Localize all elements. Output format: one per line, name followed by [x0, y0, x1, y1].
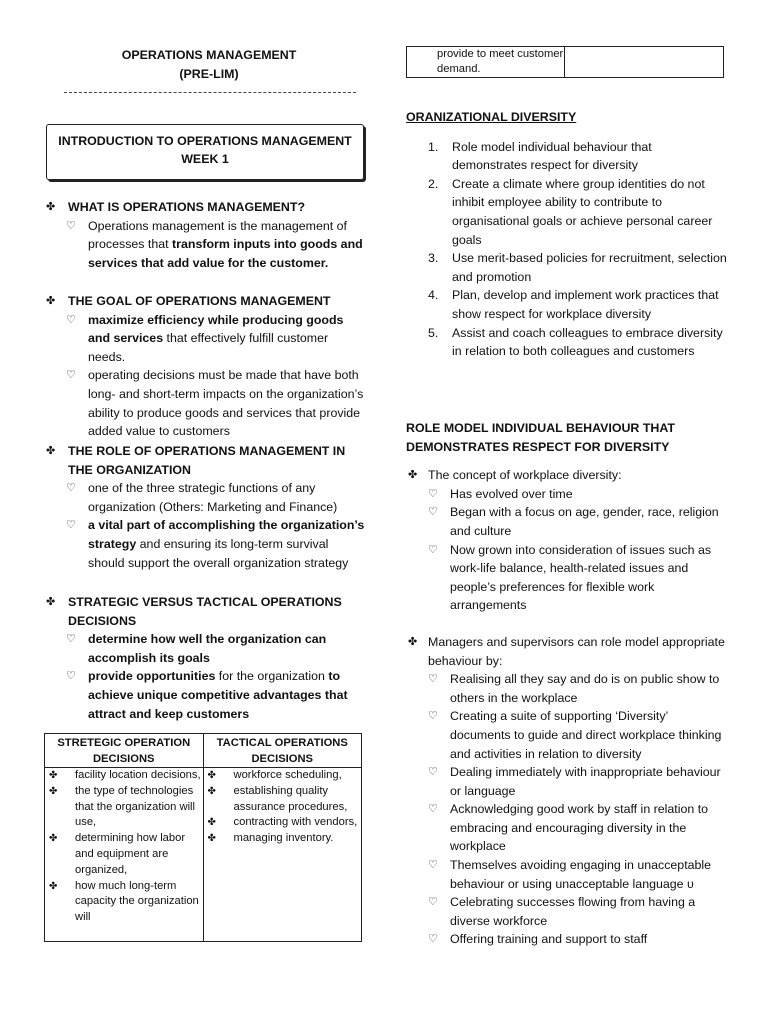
paw-icon: ✤	[49, 880, 58, 892]
concept-heading: The concept of workplace diversity:	[428, 468, 622, 483]
continued-table-fragment	[406, 46, 724, 78]
paw-icon: ✤	[46, 596, 56, 608]
list-item	[406, 930, 728, 949]
item-text-bold: maximize efficiency while producing goods and services	[88, 312, 344, 346]
item-text-bold: to achieve unique competitive advantages that attract and keep customers	[88, 669, 348, 721]
item-text: for the organization	[215, 669, 329, 684]
section-heading: THE ROLE OF OPERATIONS MANAGEMENT IN THE ORGANIZATION	[68, 444, 346, 477]
heart-icon: ♡	[66, 519, 76, 532]
item-text: Began with a focus on age, gender, race, religion and culture	[450, 505, 719, 538]
paw-icon: ✤	[207, 817, 216, 829]
item-text: Use merit-based policies for recruitment, selection and promotion	[452, 251, 727, 284]
table-item-text: workforce scheduling,	[233, 769, 342, 781]
paw-icon: ✤	[207, 833, 216, 845]
fragment-cell: provide to meet customer demand.	[407, 47, 565, 77]
decisions-table	[44, 733, 362, 942]
list-item	[406, 763, 728, 800]
section-role-of-om	[44, 442, 366, 572]
paw-icon: ✤	[46, 201, 56, 213]
numbered-item: 4. Plan, develop and implement work practices that show respect for workplace diversity	[406, 286, 728, 323]
section-heading: WHAT IS OPERATIONS MANAGEMENT?	[68, 200, 306, 214]
list-item	[406, 707, 728, 763]
heart-icon: ♡	[428, 673, 438, 686]
list-item	[406, 670, 728, 707]
dashed-divider	[64, 92, 356, 93]
item-text: Has evolved over time	[450, 486, 573, 501]
item-text-bold: provide opportunities	[88, 669, 216, 684]
heart-icon: ♡	[66, 313, 76, 326]
item-text: and ensuring its long-term survival should support the overall organization strategy	[88, 536, 349, 570]
list-item	[406, 893, 728, 930]
item-text: operating decisions must be made that have both long- and short-term impacts on the organization’s ability to produce goods and services that provide added value to customers	[88, 368, 364, 439]
heart-icon: ♡	[428, 803, 438, 816]
table-item-text: establishing quality assurance procedures,	[233, 784, 348, 813]
intro-line-2: WEEK 1	[181, 152, 229, 166]
numbered-item: 1. Role model individual behaviour that demonstrates respect for diversity	[406, 138, 728, 175]
list-item	[44, 366, 366, 440]
table-item-text: contracting with vendors,	[233, 816, 358, 829]
item-text: Acknowledging good work by staff in relation to embracing and encouraging diversity in the workplace	[450, 802, 709, 854]
section-heading: THE GOAL OF OPERATIONS MANAGEMENT	[68, 294, 331, 308]
section-what-is-om	[44, 198, 366, 272]
heart-icon: ♡	[66, 670, 76, 683]
numbered-item: 3. Use merit-based policies for recruitment, selection and promotion	[406, 249, 728, 286]
numbered-item: 5. Assist and coach colleagues to embrace diversity in relation to both colleagues and customers	[406, 324, 728, 361]
item-text: Operations management is the management of processes that	[88, 218, 347, 252]
item-text-bold: determine how well the organization can accomplish its goals	[88, 632, 327, 665]
column-header: TACTICAL OPERATIONS DECISIONS	[204, 734, 362, 768]
heart-icon: ♡	[66, 369, 76, 382]
item-text-bold: transform inputs into goods and services that add value for the customer.	[88, 237, 363, 270]
document-title	[64, 46, 354, 84]
heart-icon: ♡	[428, 506, 438, 519]
list-item	[406, 541, 728, 615]
section-heading: ROLE MODEL INDIVIDUAL BEHAVIOUR THAT DEMONSTRATES RESPECT FOR DIVERSITY	[406, 421, 675, 454]
heart-icon: ♡	[428, 710, 438, 723]
section-strategic-vs-tactical	[44, 593, 366, 723]
section-heading: ORANIZATIONAL DIVERSITY	[406, 110, 577, 124]
item-text: Dealing immediately with inappropriate behaviour or language	[450, 765, 721, 798]
section-goal-of-om	[44, 292, 366, 441]
intro-line-1: INTRODUCTION TO OPERATIONS MANAGEMENT	[58, 134, 352, 148]
heart-icon: ♡	[428, 543, 438, 556]
item-text: Themselves avoiding engaging in unacceptable behaviour or using unacceptable language υ	[450, 858, 712, 891]
item-text: Plan, develop and implement work practices that show respect for workplace diversity	[452, 288, 719, 321]
item-text: Role model individual behaviour that demonstrates respect for diversity	[452, 139, 652, 173]
item-text-bold: a vital part of accomplishing the organization’s strategy	[88, 518, 365, 551]
section-heading: STRATEGIC VERSUS TACTICAL OPERATIONS DECISIONS	[68, 595, 342, 628]
column-header: STRETEGIC OPERATION DECISIONS	[45, 734, 203, 768]
table-item-text: determining how labor and equipment are organized,	[75, 832, 186, 876]
item-text: Assist and coach colleagues to embrace diversity in relation to both colleagues and customers	[452, 325, 723, 359]
paw-icon: ✤	[46, 445, 56, 457]
title-line-1: OPERATIONS MANAGEMENT	[121, 48, 297, 62]
fragment-cell-empty	[565, 47, 723, 77]
item-text: Now grown into consideration of issues such as work-life balance, health-related issues and people’s preferences for flexible work arrangements	[450, 542, 712, 613]
title-line-2: (PRE-LIM)	[179, 67, 239, 81]
table-item	[204, 831, 362, 847]
tactical-column	[204, 734, 362, 941]
list-item	[44, 217, 366, 273]
heart-icon: ♡	[428, 859, 438, 872]
table-item	[45, 831, 203, 878]
heart-icon: ♡	[66, 482, 76, 495]
heart-icon: ♡	[428, 933, 438, 946]
list-item	[44, 516, 366, 572]
numbered-item: 2. Create a climate where group identities do not inhibit employee ability to contribute to organisational goals or achieve personal career goals	[406, 175, 728, 249]
section-role-model	[406, 419, 728, 949]
table-item-text: facility location decisions,	[75, 769, 201, 781]
table-item	[204, 815, 362, 831]
list-item	[44, 311, 366, 367]
table-item	[45, 768, 203, 784]
table-item-text: managing inventory.	[233, 832, 334, 845]
item-text: Offering training and support to staff	[450, 932, 648, 947]
managers-heading: Managers and supervisors can role model appropriate behaviour by:	[428, 634, 725, 668]
paw-icon: ✤	[207, 785, 216, 797]
item-text: that effectively fulfill customer needs.	[88, 331, 329, 364]
list-item	[406, 856, 728, 893]
paw-icon: ✤	[408, 469, 418, 482]
table-item	[45, 784, 203, 831]
item-text: Realising all they say and do is on public show to others in the workplace	[450, 672, 720, 705]
heart-icon: ♡	[66, 219, 76, 232]
paw-icon: ✤	[408, 635, 418, 648]
list-item	[44, 667, 366, 723]
table-item	[204, 768, 362, 784]
list-item	[44, 479, 366, 516]
paw-icon: ✤	[49, 770, 58, 781]
paw-icon: ✤	[46, 295, 56, 307]
heart-icon: ♡	[428, 766, 438, 779]
item-text: Create a climate where group identities do not inhibit employee ability to contribute to organisational goals or achieve personal career goals	[452, 176, 713, 247]
heart-icon: ♡	[428, 487, 438, 500]
list-item	[406, 800, 728, 856]
strategic-column	[45, 734, 204, 941]
intro-box	[46, 124, 364, 180]
heart-icon: ♡	[428, 896, 438, 909]
table-item-text: the type of technologies that the organization will use,	[75, 784, 196, 829]
paw-icon: ✤	[49, 785, 58, 797]
section-organizational-diversity	[406, 108, 728, 361]
table-item-text: how much long-term capacity the organization will	[75, 879, 199, 924]
paw-icon: ✤	[49, 833, 58, 845]
list-item	[406, 485, 728, 504]
item-text: one of the three strategic functions of any organization (Others: Marketing and Finance)	[88, 481, 338, 514]
table-item	[45, 879, 203, 926]
item-text: Celebrating successes flowing from having a diverse workforce	[450, 895, 696, 928]
paw-icon: ✤	[207, 770, 216, 781]
item-text: Creating a suite of supporting ‘Diversity’ documents to guide and direct workplace thinking and activities in relation to diversity	[450, 709, 722, 761]
heart-icon: ♡	[66, 633, 76, 646]
list-item	[44, 630, 366, 667]
table-item	[204, 784, 362, 816]
list-item	[406, 503, 728, 540]
